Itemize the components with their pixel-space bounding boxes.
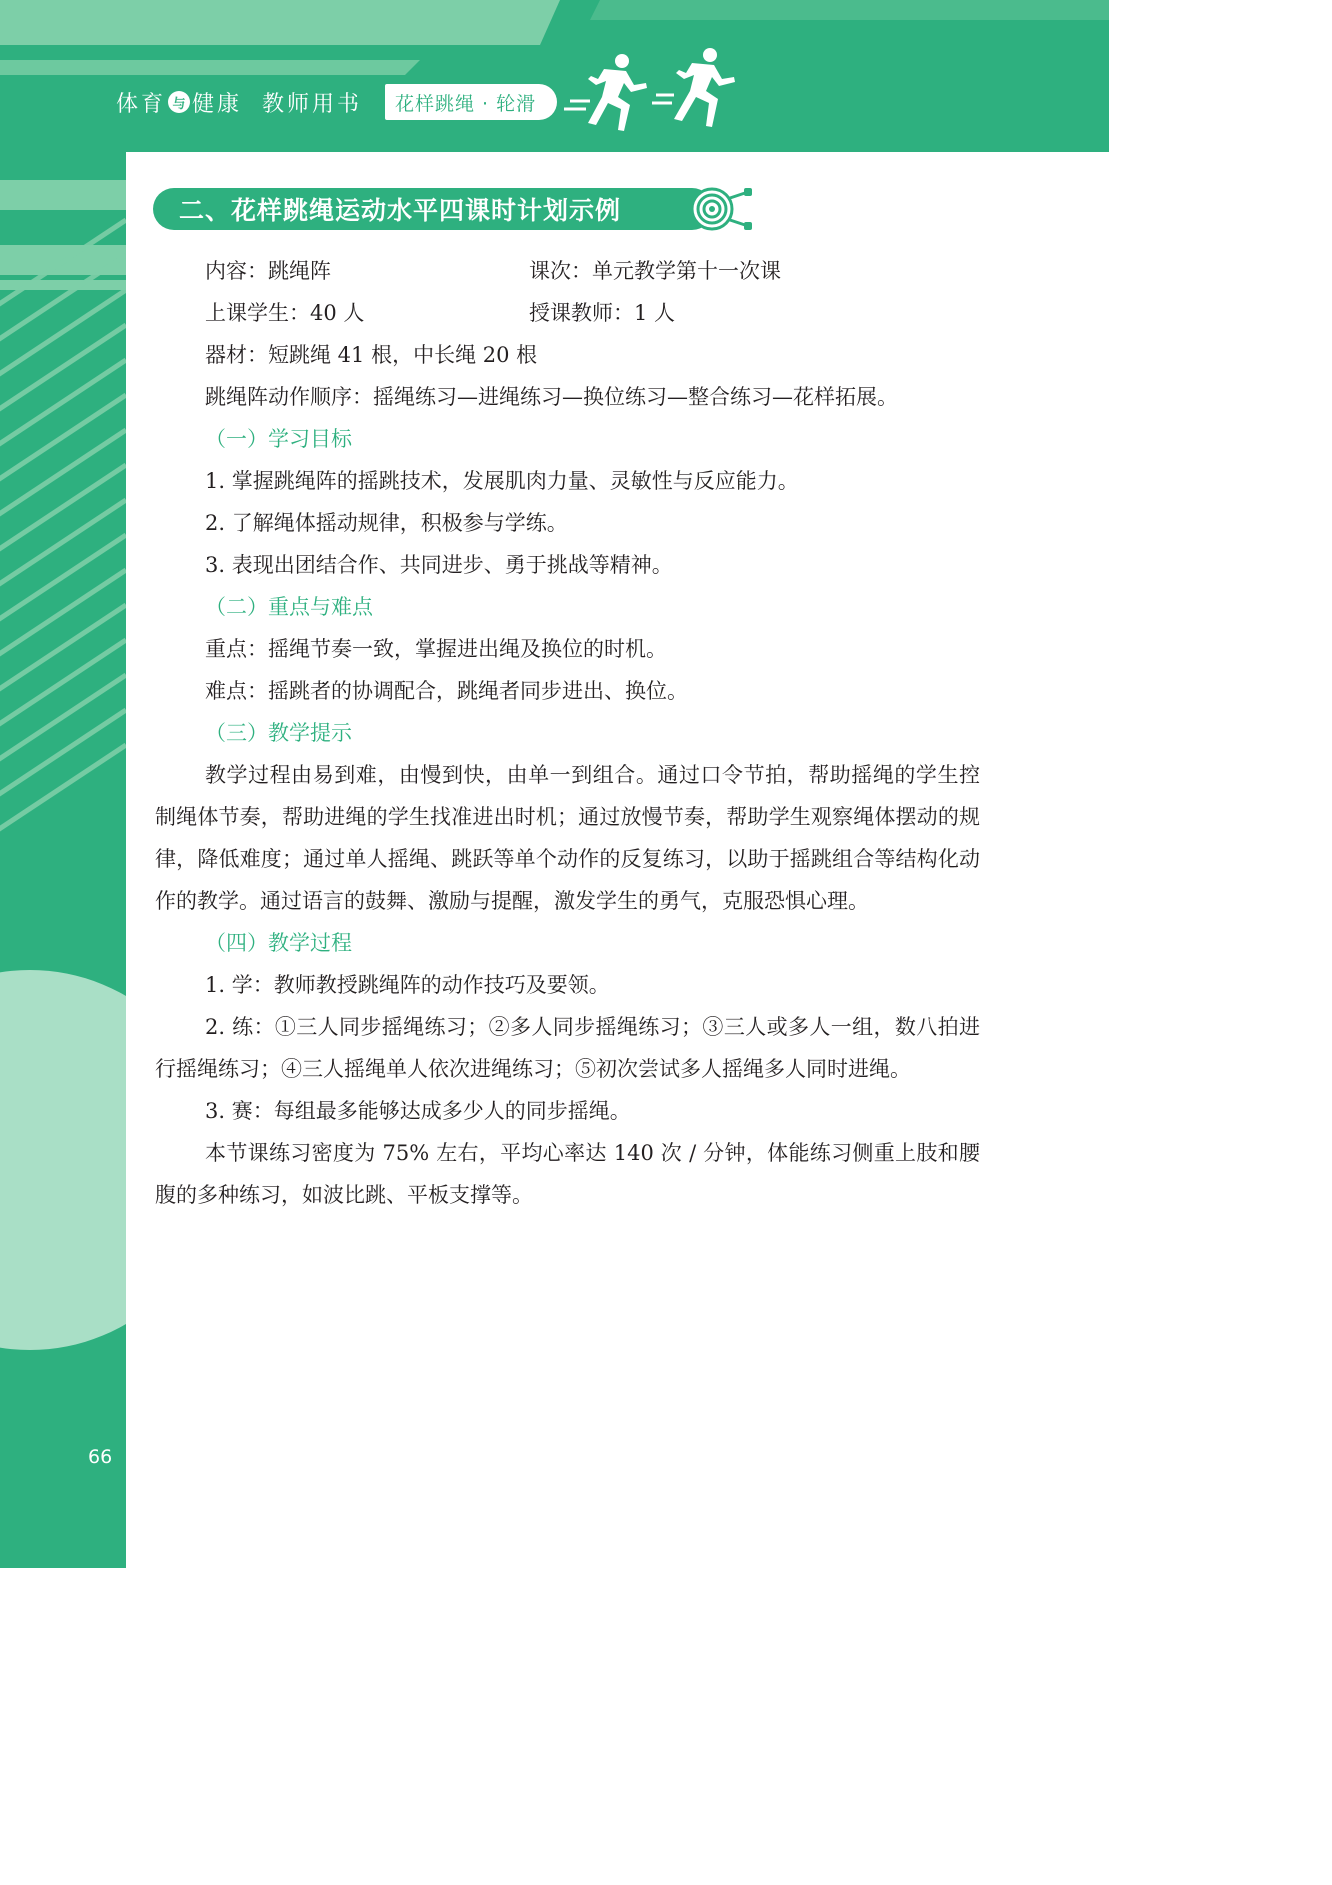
process-summary: 本节课练习密度为 75% 左右，平均心率达 140 次 / 分钟，体能练习侧重上肢和腰腹的多种练习，如波比跳、平板支撑等。	[155, 1141, 980, 1207]
jump-rope-icon	[690, 186, 754, 232]
lesson-plan-body	[155, 250, 980, 1216]
difficulty-point: 难点：摇跳者的协调配合，跳绳者同步进出、换位。	[205, 679, 688, 703]
book-type: 教师用书	[262, 91, 363, 117]
info-row-1	[155, 250, 980, 292]
goals-heading: （一）学习目标	[205, 427, 352, 451]
subject-yu-badge: 与	[168, 91, 190, 113]
section-title: 二、花样跳绳运动水平四课时计划示例	[153, 188, 713, 230]
runners-icon	[560, 45, 740, 135]
action-sequence: 跳绳阵动作顺序：摇绳练习—进绳练习—换位练习—整合练习—花样拓展。	[205, 385, 898, 409]
book-series-title	[116, 84, 362, 120]
subject-part1: 体育	[116, 91, 167, 117]
process-compete: 3. 赛：每组最多能够达成多少人的同步摇绳。	[205, 1099, 631, 1123]
lesson-content: 内容：跳绳阵	[205, 259, 331, 283]
page-number: 66	[88, 1446, 113, 1468]
student-count: 上课学生：40 人	[205, 301, 365, 325]
goal-item: 3. 表现出团结合作、共同进步、勇于挑战等精神。	[205, 553, 673, 577]
process-practice: 2. 练：①三人同步摇绳练习；②多人同步摇绳练习；③三人或多人一组，数八拍进行摇绳练习；④三人摇绳单人依次进绳练习；⑤初次尝试多人摇绳多人同时进绳。	[155, 1015, 980, 1081]
key-points-heading: （二）重点与难点	[205, 595, 373, 619]
info-row-2	[155, 292, 980, 334]
subject-part2: 健康	[192, 91, 243, 117]
teacher-count: 授课教师：1 人	[529, 301, 676, 325]
goal-item: 1. 掌握跳绳阵的摇跳技术，发展肌肉力量、灵敏性与反应能力。	[205, 469, 799, 493]
process-heading: （四）教学过程	[205, 931, 352, 955]
key-point: 重点：摇绳节奏一致，掌握进出绳及换位的时机。	[205, 637, 667, 661]
tips-text: 教学过程由易到难，由慢到快，由单一到组合。通过口令节拍，帮助摇绳的学生控制绳体节奏，帮助进绳的学生找准进出时机；通过放慢节奏，帮助学生观察绳体摆动的规律，降低难度；通过单人摇绳、跳跃等单个动作的反复练习，以助于摇跳组合等结构化动作的教学。通过语言的鼓舞、激励与提醒，激发学生的勇气，克服恐惧心理。	[155, 763, 980, 913]
process-learn: 1. 学：教师教授跳绳阵的动作技巧及要领。	[205, 973, 610, 997]
lesson-number: 课次：单元教学第十一次课	[529, 259, 781, 283]
unit-tag: 花样跳绳 · 轮滑	[385, 84, 557, 120]
tips-heading: （三）教学提示	[205, 721, 352, 745]
equipment: 器材：短跳绳 41 根，中长绳 20 根	[205, 343, 538, 367]
goal-item: 2. 了解绳体摇动规律，积极参与学练。	[205, 511, 568, 535]
